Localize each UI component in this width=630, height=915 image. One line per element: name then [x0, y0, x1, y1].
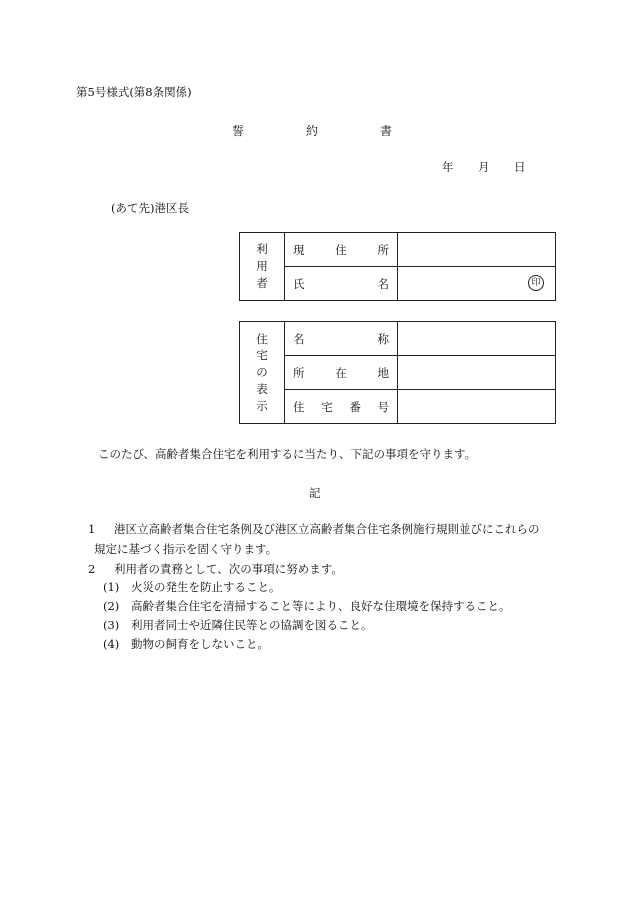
address-label: 現 住 所 — [285, 233, 398, 267]
name-field[interactable] — [398, 267, 556, 301]
house-group-label: 住 宅 の 表 示 — [240, 322, 285, 424]
date-day: 日 — [514, 160, 526, 174]
sub-item: (4) 動物の飼育をしないこと。 — [103, 637, 269, 651]
clause-1-continuation: 規定に基づく指示を固く守ります。 — [94, 542, 278, 556]
user-info-table — [239, 232, 556, 301]
seal-mark: 印 — [528, 275, 544, 291]
clause-2: 2 利用者の責務として、次の事項に努めます。 — [88, 562, 343, 576]
form-number: 第5号様式(第8条関係) — [76, 85, 192, 99]
house-number-label: 住 宅 番 号 — [285, 390, 398, 424]
title-char: 誓 — [232, 124, 245, 138]
house-name-label: 名 称 — [285, 322, 398, 356]
addressee: (あて先)港区長 — [111, 201, 189, 215]
date-line — [442, 159, 526, 175]
address-field[interactable] — [398, 233, 556, 267]
ki-heading: 記 — [309, 486, 321, 500]
name-label: 氏 名 — [285, 267, 398, 301]
pledge-intro: このたび、高齢者集合住宅を利用するに当たり、下記の事項を守ります。 — [98, 447, 477, 461]
house-name-field[interactable] — [398, 322, 556, 356]
house-number-field[interactable] — [398, 390, 556, 424]
clause-1: 1 港区立高齢者集合住宅条例及び港区立高齢者集合住宅条例施行規則並びにこれらの — [88, 522, 540, 536]
house-info-table — [239, 321, 556, 424]
document-title — [232, 122, 392, 139]
sub-item: (2) 高齢者集合住宅を清掃すること等により、良好な住環境を保持すること。 — [103, 599, 511, 613]
date-month: 月 — [478, 160, 490, 174]
title-char: 書 — [379, 124, 392, 138]
sub-item: (1) 火災の発生を防止すること。 — [103, 580, 281, 594]
house-location-label: 所 在 地 — [285, 356, 398, 390]
user-group-label: 利 用 者 — [240, 233, 285, 301]
house-location-field[interactable] — [398, 356, 556, 390]
sub-item: (3) 利用者同士や近隣住民等との協調を図ること。 — [103, 618, 373, 632]
title-char: 約 — [305, 124, 318, 138]
date-year: 年 — [442, 160, 454, 174]
